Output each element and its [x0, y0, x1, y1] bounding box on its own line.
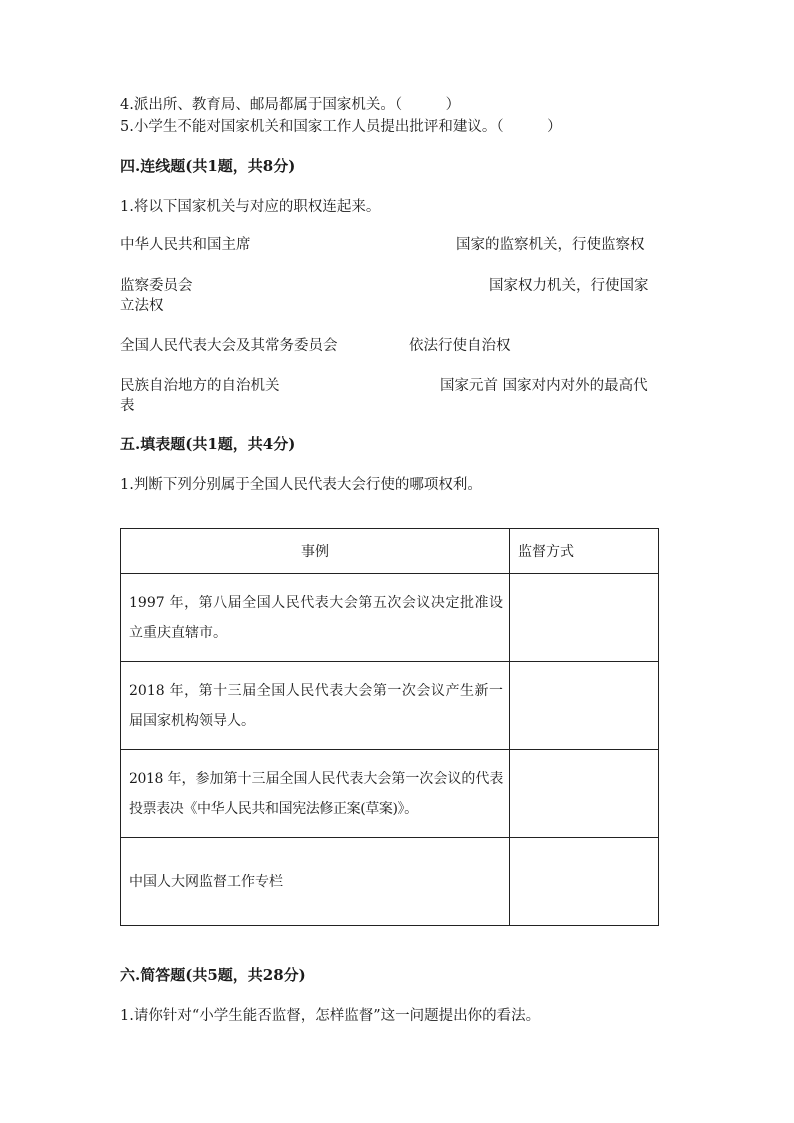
case-cell: 2018 年，参加第十三届全国人民代表大会第一次会议的代表投票表决《中华人民共和国宪法修正案(草案)》。	[121, 750, 510, 838]
section-heading: 四.连线题(共1题，共8分)	[120, 157, 296, 175]
answer-cell[interactable]	[510, 838, 659, 926]
match-left-item: 全国人民代表大会及其常务委员会	[120, 338, 338, 354]
match-right-item-wrap: 立法权	[120, 298, 164, 314]
answer-cell[interactable]	[510, 750, 659, 838]
match-right-item-wrap: 表	[120, 398, 135, 414]
table-header-row	[121, 529, 659, 574]
table-row	[121, 662, 659, 750]
table-row	[121, 574, 659, 662]
match-right-item: 国家元首 国家对内对外的最高代	[440, 378, 648, 394]
match-right-item: 国家权力机关，行使国家	[489, 278, 649, 294]
section-heading: 六.简答题(共5题，共28分)	[120, 966, 306, 984]
match-right-item: 国家的监察机关，行使监察权	[456, 237, 645, 253]
answer-cell[interactable]	[510, 574, 659, 662]
match-right-item: 依法行使自治权	[409, 338, 511, 354]
question-text: 1.请你针对“小学生能否监督，怎样监督”这一问题提出你的看法。	[120, 1008, 541, 1024]
section-heading: 五.填表题(共1题，共4分)	[120, 435, 296, 453]
table-row	[121, 838, 659, 926]
column-header-method: 监督方式	[510, 529, 659, 574]
fill-in-table	[120, 528, 659, 926]
question-text: 1.将以下国家机关与对应的职权连起来。	[120, 199, 381, 215]
judgement-item: 4.派出所、教育局、邮局都属于国家机关。（ ）	[120, 97, 461, 113]
judgement-item: 5.小学生不能对国家机关和国家工作人员提出批评和建议。（ ）	[120, 119, 562, 135]
question-text: 1.判断下列分别属于全国人民代表大会行使的哪项权利。	[120, 477, 482, 493]
match-left-item: 民族自治地方的自治机关	[120, 378, 280, 394]
case-cell: 中国人大网监督工作专栏	[121, 838, 510, 926]
case-cell: 2018 年，第十三届全国人民代表大会第一次会议产生新一届国家机构领导人。	[121, 662, 510, 750]
answer-cell[interactable]	[510, 662, 659, 750]
column-header-case: 事例	[121, 529, 510, 574]
match-left-item: 中华人民共和国主席	[120, 237, 251, 253]
match-left-item: 监察委员会	[120, 278, 193, 294]
table-row	[121, 750, 659, 838]
case-cell: 1997 年，第八届全国人民代表大会第五次会议决定批准设立重庆直辖市。	[121, 574, 510, 662]
